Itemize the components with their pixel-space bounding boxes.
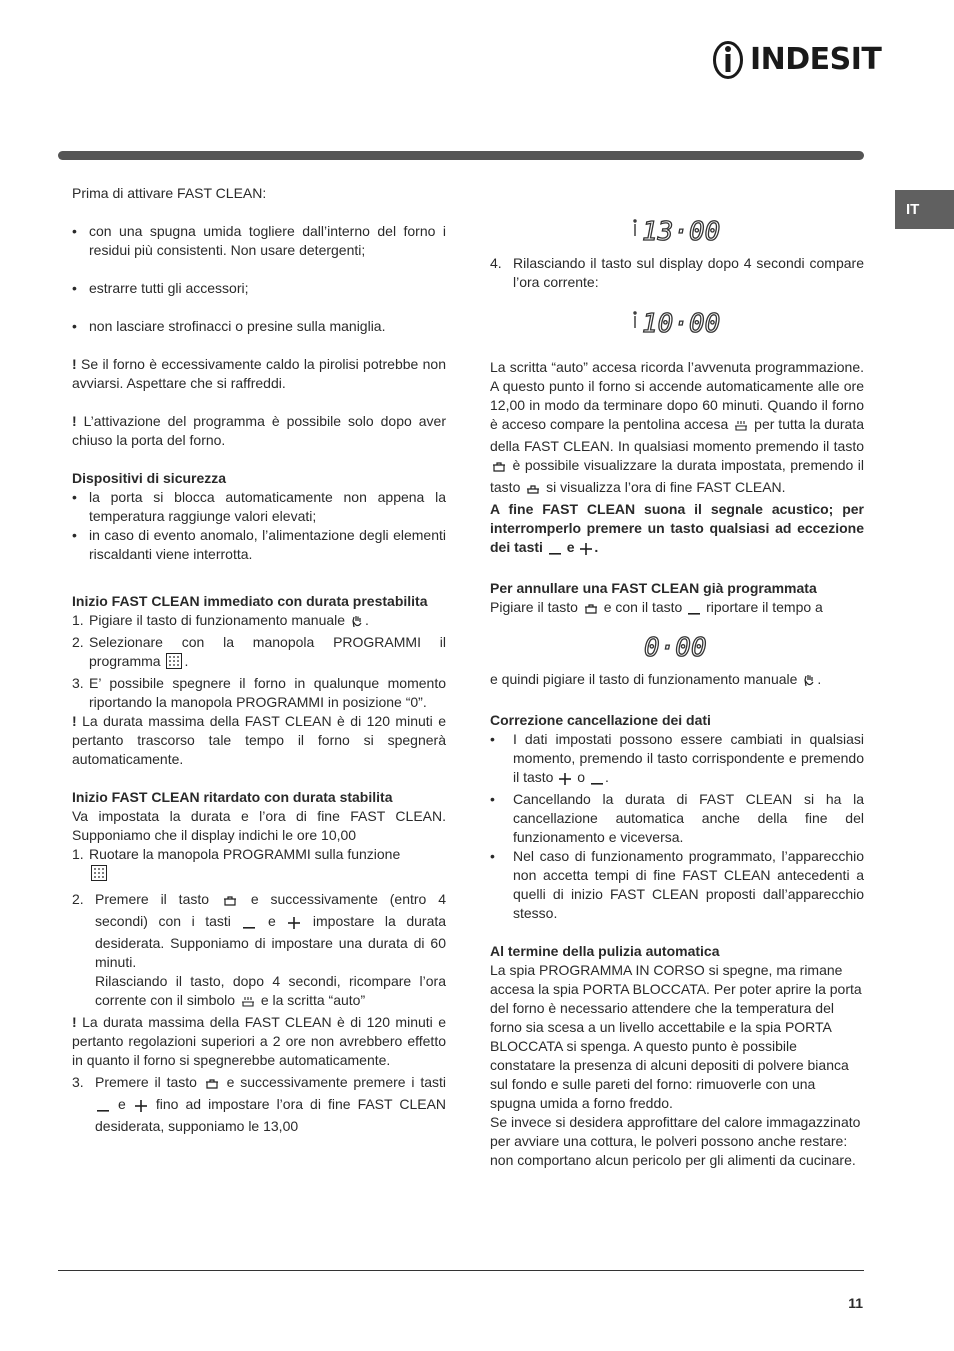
warning-mark: ! bbox=[72, 1014, 83, 1030]
correction-bullet: • I dati impostati possono essere cambiati in qualsiasi momento, premendo il tasto corrispondente e premendo il tasto o . bbox=[490, 730, 864, 790]
warning-mark: ! bbox=[72, 713, 83, 729]
immediate-step-3: 3. E’ possibile spegnere il forno in qualunque momento riportando la manopola PROGRAMMI in posizione “0”. bbox=[72, 675, 446, 710]
manual-hand-icon bbox=[803, 673, 815, 692]
display-readout-2 bbox=[630, 306, 864, 342]
warning-door: ! L’attivazione del programma è possibile solo dopo aver chiuso la porta del forno. bbox=[72, 413, 446, 448]
intro-text: Prima di attivare FAST CLEAN: bbox=[72, 185, 267, 201]
end-beep-instructions: A fine FAST CLEAN suona il segnale acustico; per interromperlo premere un tasto qualsiasi ad eccezione dei tasti e . bbox=[490, 500, 864, 560]
brand-name: INDESIT bbox=[750, 42, 882, 77]
footer-rule bbox=[58, 1270, 864, 1271]
minus-icon bbox=[243, 915, 255, 934]
correction-title: Correzione cancellazione dei dati bbox=[490, 712, 711, 728]
plus-icon bbox=[580, 541, 592, 560]
plus-icon bbox=[288, 915, 300, 934]
delayed-title: Inizio FAST CLEAN ritardato con durata stabilita bbox=[72, 789, 393, 805]
display-text: 10·00 bbox=[642, 309, 720, 336]
cancel-title: Per annullare una FAST CLEAN già programmata bbox=[490, 580, 817, 596]
immediate-title: Inizio FAST CLEAN immediato con durata prestabilita bbox=[72, 593, 428, 609]
pot-duration-icon bbox=[584, 601, 598, 620]
warning-hot-oven: ! Se il forno è eccessivamente caldo la pirolisi potrebbe non avviarsi. Aspettare che si raffreddi. bbox=[72, 356, 446, 391]
indesit-logo bbox=[712, 38, 881, 82]
cancel-final: e quindi pigiare il tasto di funzionamento manuale . bbox=[490, 670, 864, 692]
pot-duration-icon bbox=[223, 893, 237, 912]
step-4: 4. Rilasciando il tasto sul display dopo 4 secondi compare l’ora corrente: bbox=[490, 255, 864, 290]
minus-icon bbox=[97, 1098, 109, 1117]
delayed-step-2: 2. Premere il tasto e successivamente (entro 4 secondi) con i tasti e impostare la durata desiderata. Supponiamo di impostare una durata di 60 minuti. Rilasciando il tasto, dopo 4 secondi, ricompare l’ora corrente con il simbolo e la scritta “auto” bbox=[72, 890, 446, 1013]
immediate-step-1: 1. Pigiare il tasto di funzionamento manuale . bbox=[72, 611, 446, 633]
correction-bullet: • Nel caso di funzionamento programmato, l’apparecchio non accetta tempi di fine FAST CLEAN antecedenti a quelli di inizio FAST CLEAN proposti dall’apparecchio stesso. bbox=[490, 847, 864, 923]
right-column bbox=[490, 208, 864, 1170]
warning-mark: ! bbox=[72, 413, 84, 429]
warning-max-duration-2: ! La durata massima della FAST CLEAN è di 120 minuti e pertanto regolazioni superiori a 2 ore non avrebbero effetto in quanto il forno si spegnerebbe automaticamente. bbox=[72, 1014, 446, 1068]
program-grid-icon bbox=[166, 653, 182, 674]
cleaning-end-title: Al termine della pulizia automatica bbox=[490, 943, 720, 959]
display-text: 13·00 bbox=[642, 217, 720, 244]
left-column bbox=[72, 184, 446, 1136]
minus-icon bbox=[591, 771, 603, 790]
safety-title: Dispositivi di sicurezza bbox=[72, 470, 227, 486]
cooking-pot-icon bbox=[734, 418, 748, 437]
program-grid-icon bbox=[91, 865, 107, 886]
warning-mark: ! bbox=[72, 356, 81, 372]
manual-hand-icon bbox=[351, 614, 363, 633]
correction-bullet: • Cancellando la durata di FAST CLEAN si ha la cancellazione automatica anche della fine del funzionamento e viceversa. bbox=[490, 790, 864, 847]
cooking-pot-icon bbox=[241, 994, 255, 1013]
minus-icon bbox=[688, 601, 700, 620]
pot-duration-icon bbox=[492, 459, 506, 478]
cleaning-end-text: La spia PROGRAMMA IN CORSO si spegne, ma rimane accesa la spia PORTA BLOCCATA. Per poter aprire la porta del forno è necessario attendere che la temperatura del forno sia scesa a un livello accettabile e la spia PORTA BLOCCATA si spenga. A questo punto è possibile constatare la presenza di alcuni depositi di polvere bianca sul fondo e sulle pareti del forno: rimuoverle con una spugna umida a forno freddo. bbox=[490, 962, 862, 1111]
display-text: 0·00 bbox=[644, 633, 707, 660]
logo-i-mark-icon bbox=[712, 40, 744, 80]
delayed-intro: Va impostata la durata e l’ora di fine FAST CLEAN. Supponiamo che il display indichi le ore 10,00 bbox=[72, 808, 446, 843]
delayed-step-1: 1. Ruotare la manopola PROGRAMMI sulla funzione bbox=[72, 845, 446, 886]
header-bar bbox=[58, 151, 864, 160]
pot-end-icon bbox=[526, 481, 540, 500]
cleaning-end-text-2: Se invece si desidera approfittare del calore immagazzinato per avviare una cottura, le polveri possono anche restare: non comportano alcun pericolo per gli alimenti da cucinare. bbox=[490, 1114, 861, 1168]
immediate-step-2: 2. Selezionare con la manopola PROGRAMMI il programma . bbox=[72, 633, 446, 674]
language-tab: IT bbox=[895, 190, 954, 229]
display-readout-3 bbox=[642, 630, 864, 666]
display-readout-1 bbox=[630, 214, 864, 250]
plus-icon bbox=[559, 771, 571, 790]
warning-max-duration: ! La durata massima della FAST CLEAN è di 120 minuti e pertanto trascorso tale tempo il forno si spegnerà automaticamente. bbox=[72, 713, 446, 767]
page-number: 11 bbox=[848, 1295, 863, 1311]
minus-icon bbox=[549, 541, 561, 560]
safety-bullet: • la porta si blocca automaticamente non appena la temperatura raggiunge valori elevati; bbox=[72, 488, 446, 526]
prep-bullet: • estrarre tutti gli accessori; bbox=[72, 279, 446, 298]
auto-explanation: La scritta “auto” accesa ricorda l’avvenuta programmazione. A questo punto il forno si accende automaticamente alle ore 12,00 in modo da terminare dopo 60 minuti. Quando il forno è acceso compare la pentolina accesa per tutta la durata della FAST CLEAN. In qualsiasi momento premendo il tasto è possibile visualizzare la durata impostata, premendo il tasto si visualizza l’ora di fine FAST CLEAN. bbox=[490, 358, 864, 500]
delayed-step-3: 3. Premere il tasto e successivamente premere i tasti e fino ad impostare l’ora di fine FAST CLEAN desiderata, supponiamo le 13,00 bbox=[72, 1074, 447, 1134]
pot-end-icon bbox=[205, 1076, 219, 1095]
prep-bullet: • con una spugna umida togliere dall’interno del forno i residui più consistenti. Non usare detergenti; bbox=[72, 222, 446, 260]
plus-icon bbox=[135, 1098, 147, 1117]
safety-bullet: • in caso di evento anomalo, l’alimentazione degli elementi riscaldanti viene interrotta. bbox=[72, 526, 446, 564]
prep-bullet: • non lasciare strofinacci o presine sulla maniglia. bbox=[72, 317, 446, 336]
cancel-text: Pigiare il tasto e con il tasto riportare il tempo a bbox=[490, 598, 864, 620]
